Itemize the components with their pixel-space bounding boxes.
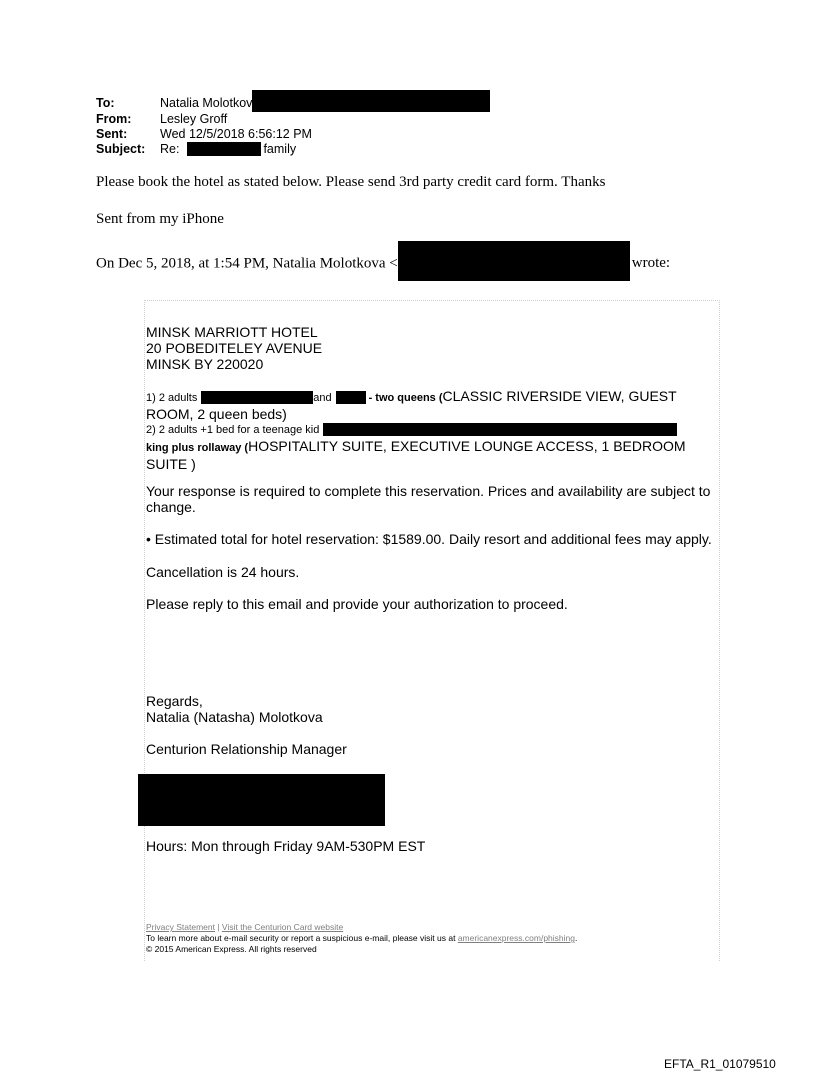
item2-prefix: 2) 2 adults +1 bed for a teenage kid	[146, 424, 320, 436]
security-end: .	[574, 933, 578, 943]
to-row	[96, 96, 490, 112]
quote-intro-line	[96, 247, 670, 281]
subject-prefix: Re:	[160, 142, 180, 156]
item2-description-cont: SUITE )	[146, 456, 196, 472]
redaction-block	[336, 391, 366, 404]
privacy-statement-link[interactable]: Privacy Statement	[146, 922, 215, 932]
hotel-address	[146, 324, 322, 372]
regards: Regards,	[146, 693, 203, 709]
security-notice	[146, 933, 577, 944]
quote-intro-text: On Dec 5, 2018, at 1:54 PM, Natalia Molotkova <	[96, 255, 398, 272]
reply-request: Please reply to this email and provide your authorization to proceed.	[146, 596, 568, 612]
document-id: EFTA_R1_01079510	[664, 1057, 776, 1071]
hotel-city: MINSK BY 220020	[146, 356, 264, 372]
to-value: Natalia Molotkov	[160, 96, 253, 110]
sent-row	[96, 127, 490, 142]
signature-title: Centurion Relationship Manager	[146, 741, 347, 757]
footer-separator: |	[214, 922, 222, 932]
hotel-name: MINSK MARRIOTT HOTEL	[146, 324, 318, 340]
copyright: © 2015 American Express. All rights reserved	[146, 944, 317, 954]
signature-name: Natalia (Natasha) Molotkova	[146, 709, 323, 725]
item1-description: CLASSIC RIVERSIDE VIEW, GUEST	[442, 388, 677, 404]
redaction-block	[323, 423, 677, 436]
redaction-block	[398, 241, 630, 281]
from-value: Lesley Groff	[160, 112, 228, 126]
redaction-block	[252, 90, 490, 112]
cancellation-policy: Cancellation is 24 hours.	[146, 564, 300, 580]
redaction-block	[138, 774, 385, 826]
body-line-sent-from: Sent from my iPhone	[96, 211, 224, 227]
hotel-street: 20 POBEDITELEY AVENUE	[146, 340, 323, 356]
room-item-1	[146, 388, 716, 422]
redaction-block	[201, 391, 313, 404]
response-paragraph	[146, 483, 710, 515]
item2-bold: king plus rollaway (	[146, 442, 249, 454]
subject-row	[96, 142, 490, 157]
room-item-2	[146, 420, 716, 472]
sent-value: Wed 12/5/2018 6:56:12 PM	[160, 127, 312, 141]
phishing-link[interactable]: americanexpress.com/phishing	[457, 933, 575, 943]
subject-label: Subject:	[96, 142, 146, 156]
response-line-2: change.	[146, 499, 196, 515]
item1-prefix: 1) 2 adults	[146, 392, 198, 404]
email-header	[96, 96, 490, 157]
body-line-request: Please book the hotel as stated below. Please send 3rd party credit card form. Thanks	[96, 174, 606, 190]
from-row	[96, 112, 490, 127]
to-label: To:	[96, 96, 115, 110]
item1-and: and	[313, 392, 332, 404]
estimate-bullet: • Estimated total for hotel reservation: $1589.00. Daily resort and additional fees may apply.	[146, 531, 712, 547]
redaction-block	[187, 142, 261, 156]
item1-description-cont: ROOM, 2 queen beds)	[146, 406, 287, 422]
subject-suffix: family	[263, 142, 297, 156]
item2-description: HOSPITALITY SUITE, EXECUTIVE LOUNGE ACCESS, 1 BEDROOM	[248, 438, 686, 454]
footer-links	[146, 922, 343, 933]
quote-wrote-text: wrote:	[631, 255, 671, 272]
centurion-website-link[interactable]: Visit the Centurion Card website	[221, 922, 344, 932]
sent-label: Sent:	[96, 127, 128, 141]
response-line-1: Your response is required to complete this reservation. Prices and availability are subject to	[146, 483, 711, 499]
item1-bold: - two queens (	[365, 392, 443, 404]
security-text: To learn more about e-mail security or report a suspicious e-mail, please visit us at	[146, 933, 458, 943]
office-hours: Hours: Mon through Friday 9AM-530PM EST	[146, 838, 426, 854]
signature-block	[146, 693, 323, 725]
from-label: From:	[96, 112, 132, 126]
